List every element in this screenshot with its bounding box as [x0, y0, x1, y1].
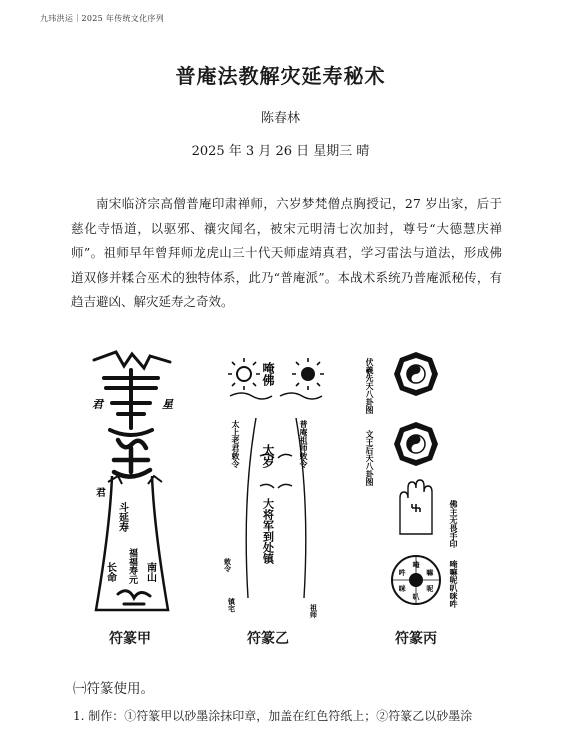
article-date: 2025 年 3 月 26 日 星期三 晴	[191, 144, 370, 159]
mantra-syllable: 嘛	[426, 568, 434, 577]
mantra-syllable: 吽	[398, 568, 406, 577]
talisman-a-char-right: 星	[162, 398, 173, 411]
mantra-syllable: 叭	[412, 592, 420, 601]
mantra-syllable: 唵	[412, 560, 420, 569]
article-author: 陈春林	[260, 111, 300, 126]
wenwang-bagua-icon	[394, 422, 438, 466]
talisman-b-center1: 太岁	[261, 444, 275, 468]
talisman-b-illustration	[222, 348, 330, 623]
fuxi-bagua-icon	[394, 352, 438, 396]
article-title: 普庵法教解灾延寿秘术	[175, 64, 386, 88]
caption-talisman-c: 符篆丙	[395, 631, 437, 647]
talisman-b-right-column: 普庵祖师敕令	[299, 420, 309, 468]
mudra-label: 佛主无畏手印	[449, 500, 459, 548]
running-head: 九玮洪运｜2025 年传统文化序列	[40, 14, 165, 23]
talisman-a-line2: 长命	[104, 562, 116, 582]
talisman-a-line3: 福福寿元	[127, 548, 137, 584]
talisman-b-center2: 大将军到处镇	[261, 498, 275, 564]
talisman-a-illustration	[88, 348, 176, 623]
talisman-c-illustration	[366, 348, 470, 623]
talisman-b-top-chars: 唵佛	[261, 362, 275, 386]
mantra-label: 唵嘛呢叭咪吽	[449, 560, 459, 608]
talisman-a-mid-column: 斗延寿	[116, 502, 128, 532]
caption-talisman-a: 符篆甲	[109, 631, 151, 647]
mantra-syllable: 呢	[426, 584, 434, 593]
talisman-figure-c	[366, 348, 470, 623]
intro-paragraph: 南宋临济宗高僧普庵印肃禅师，六岁梦梵僧点胸授记，27 岁出家，后于慈化寺悟道，以驱邪、禳灾闻名，被宋元明清七次加封，尊号“大德慧庆禅师”。祖师早年曾拜师龙虎山三十代天师虚靖真君，学习雷法与道法，形成佛道双修并糅合巫术的独特体系，此乃“普庵派”。本战术系统乃普庵派秘传，有趋吉避凶、解灾延寿之奇效。	[71, 196, 502, 309]
talisman-b-bottom-left: 镇宅	[227, 598, 237, 612]
fearless-mudra-hand-icon	[400, 480, 432, 534]
talisman-figure-b	[222, 348, 330, 623]
bagua-label-fuxi: 伏羲先天八卦图	[366, 358, 375, 414]
talisman-a-char-left: 君	[92, 398, 103, 411]
usage-item-1: 1. 制作：①符篆甲以砂墨涂抹印章，加盖在红色符纸上；②符篆乙以砂墨涂	[73, 709, 473, 723]
caption-talisman-b: 符篆乙	[247, 631, 289, 647]
talisman-a-line1: 南山	[144, 562, 156, 582]
mantra-syllable: 咪	[398, 584, 406, 593]
bagua-label-wenwang: 文王后天八卦图	[366, 430, 375, 486]
talisman-b-left-column: 太上老君敕令	[231, 420, 241, 468]
talisman-b-bottom-right: 祖师	[309, 604, 319, 618]
talisman-a-char-mid-left: 君	[96, 488, 106, 499]
talisman-b-foot: 敕令	[223, 558, 233, 572]
talisman-figure-a	[88, 348, 176, 623]
section-heading-usage: ㈠符篆使用。	[73, 681, 154, 697]
